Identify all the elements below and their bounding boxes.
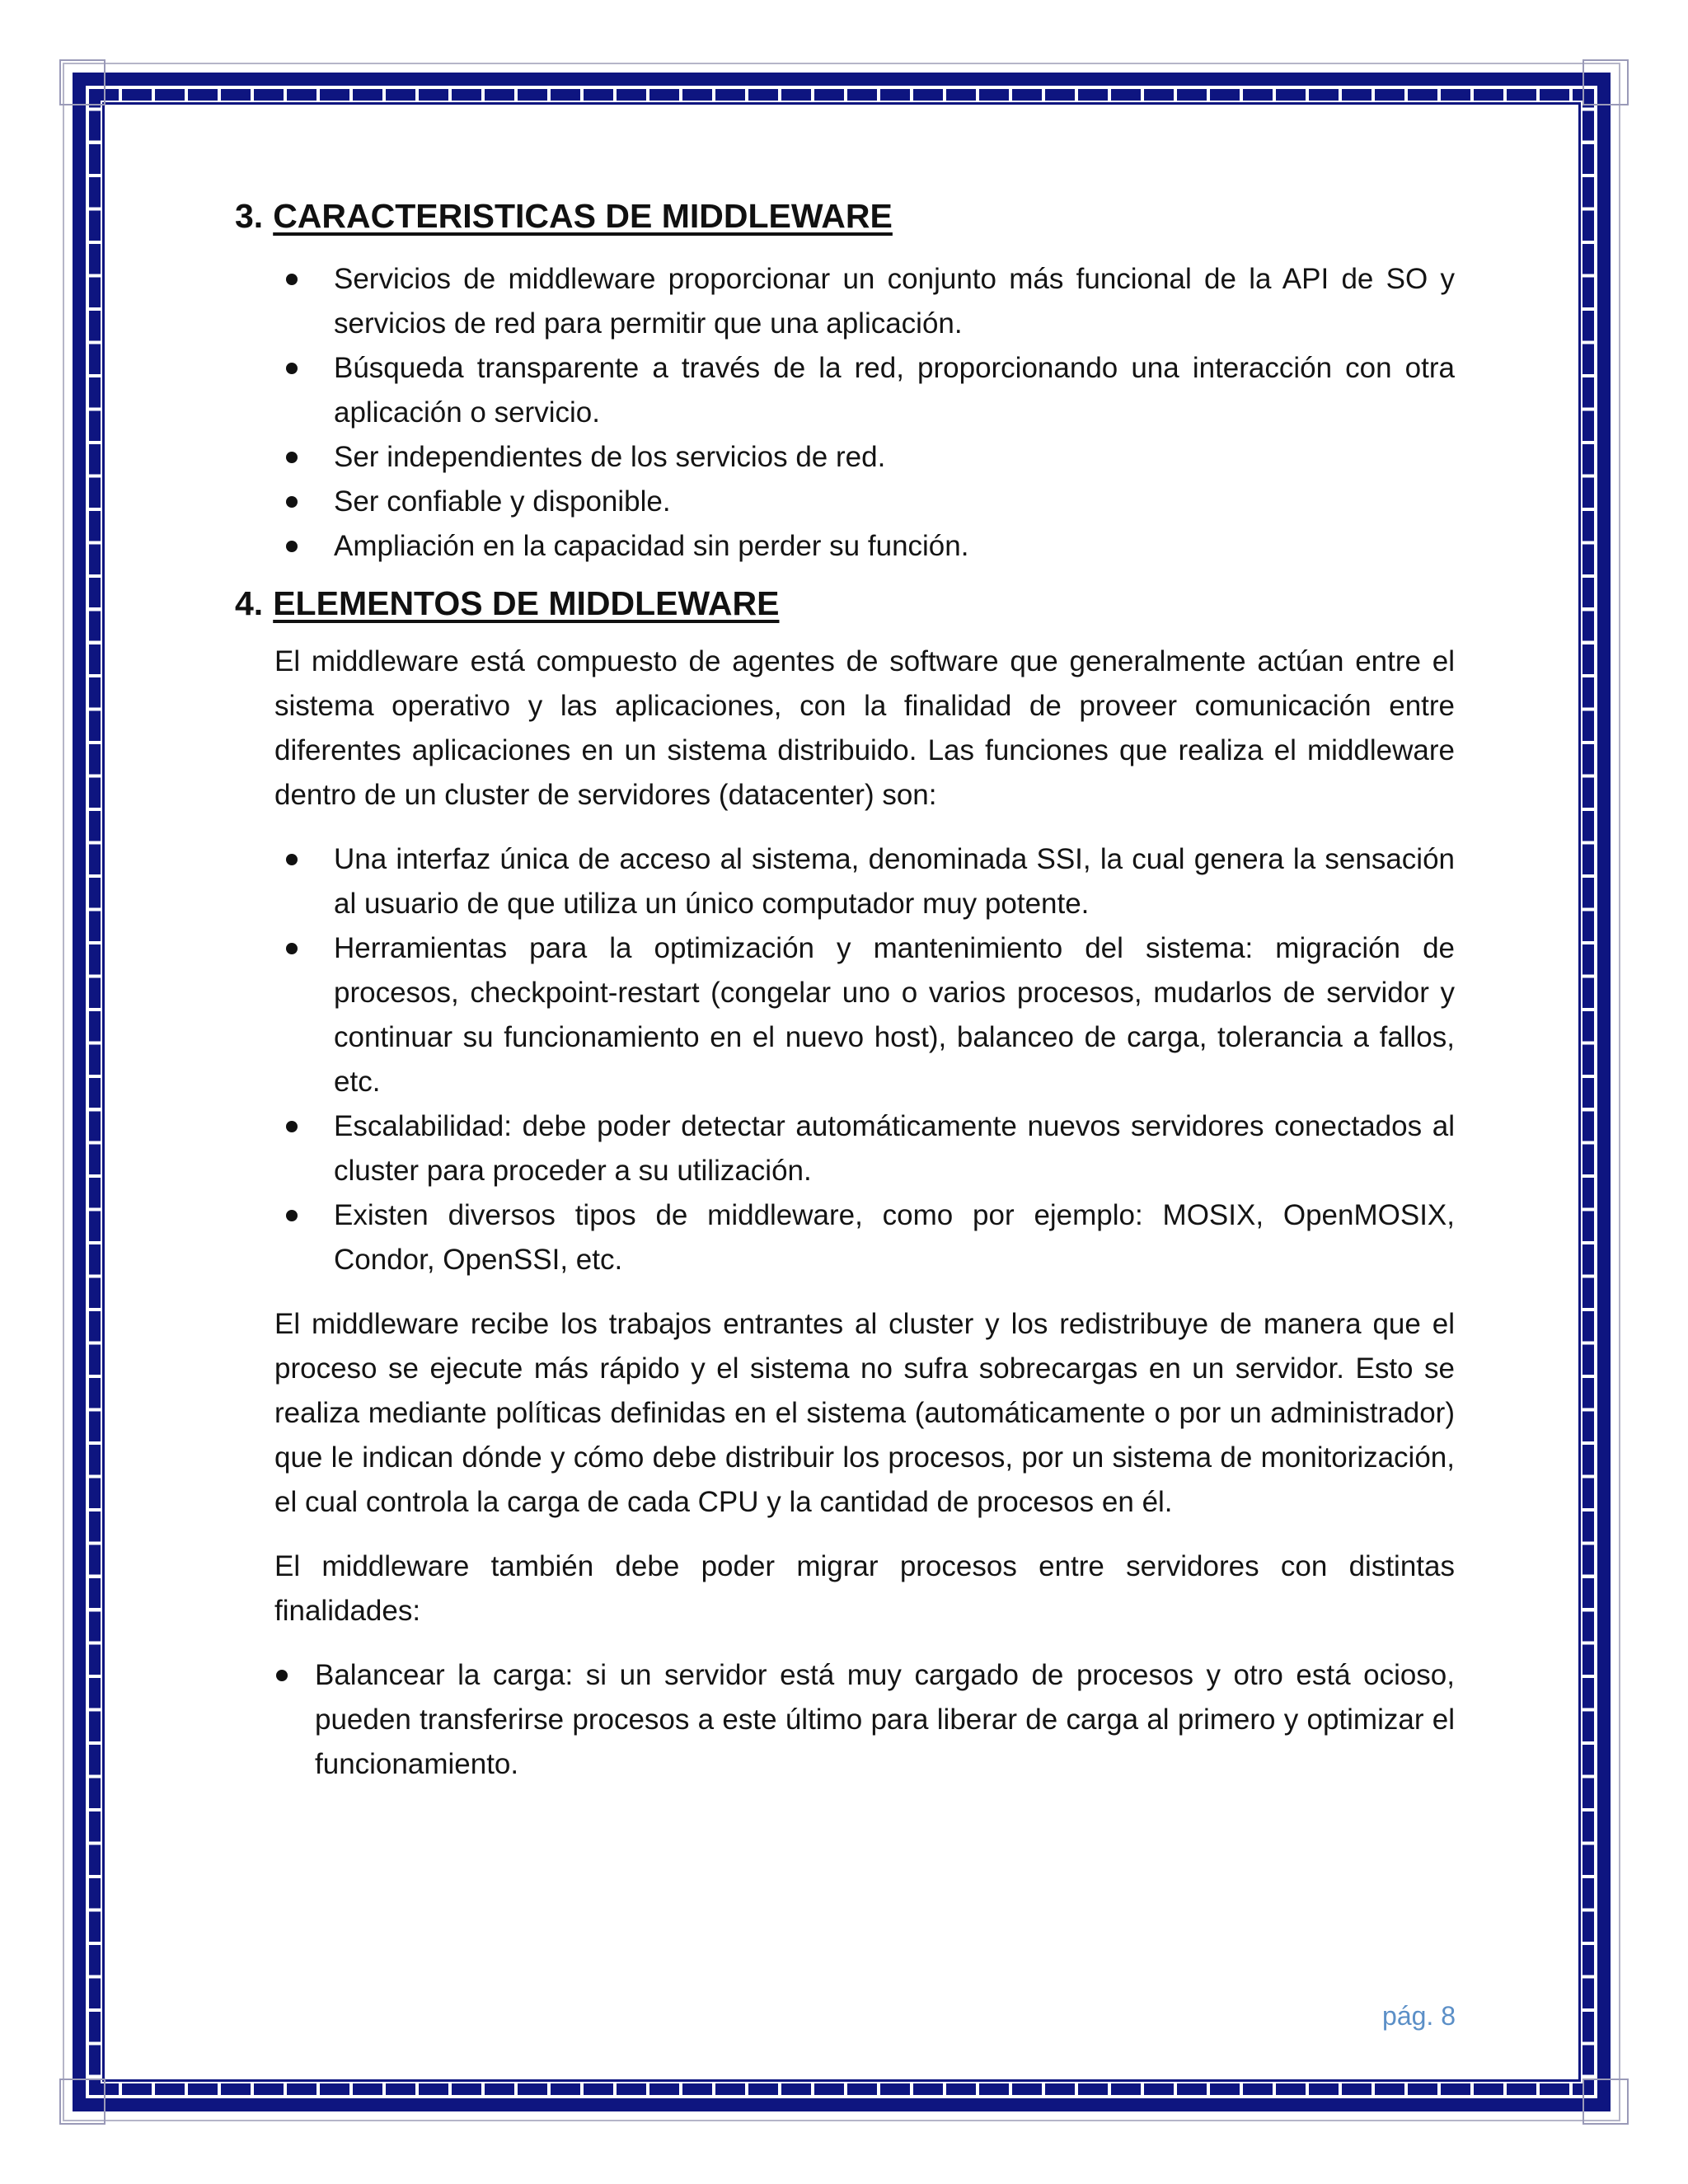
border-corner-ornament [59,59,106,105]
paragraph-intro: El middleware está compuesto de agentes de software que generalmente actúan entre el sistema operativo y las aplicaciones, con la finalidad de proveer comunicación entre diferentes aplicaciones en un sistema distribuido. Las funciones que realiza el middleware dentro de un cluster de servidores (datacenter) son: [274,645,1455,811]
list-item: Ampliación en la capacidad sin perder su función. [235,524,1455,569]
list-item: Servicios de middleware proporcionar un conjunto más funcional de la API de SO y servicios de red para permitir que una aplicación. [235,257,1455,346]
section-heading-elementos [235,579,1455,628]
paragraph-distribucion: El middleware recibe los trabajos entrantes al cluster y los redistribuye de manera que el proceso se ejecute más rápido y el sistema no sufra sobrecargas en un servidor. Esto se realiza mediante políticas definidas en el sistema (automáticamente o por un administrador) que le indican dónde y cómo debe distribuir los procesos, por un sistema de monitorización, el cual controla la carga de cada CPU y la cantidad de procesos en él. [274,1308,1455,1518]
bullet-list-finalidades [235,1653,1455,1787]
border-corner-ornament [59,2079,106,2125]
paragraph-migracion: El middleware también debe poder migrar procesos entre servidores con distintas finalidades: [274,1550,1455,1627]
list-item: Una interfaz única de acceso al sistema, denominada SSI, la cual genera la sensación al usuario de que utiliza un único computador muy potente. [235,837,1455,926]
page-number: pág. 8 [1382,2001,1456,2031]
list-item: Búsqueda transparente a través de la red, proporcionando una interacción con otra aplicación o servicio. [235,346,1455,435]
section-number: 3. [235,197,264,235]
document-body [235,191,1455,1787]
bullet-list-caracteristicas [235,257,1455,569]
list-item: Ser independientes de los servicios de red. [235,435,1455,480]
border-corner-ornament [1582,59,1629,105]
section-heading-caracteristicas [235,191,1455,241]
list-item: Ser confiable y disponible. [235,480,1455,524]
list-item: Escalabilidad: debe poder detectar automáticamente nuevos servidores conectados al cluster para proceder a su utilización. [235,1104,1455,1193]
border-corner-ornament [1582,2079,1629,2125]
list-item: Existen diversos tipos de middleware, como por ejemplo: MOSIX, OpenMOSIX, Condor, OpenSSI, etc. [235,1193,1455,1282]
section-title: ELEMENTOS DE MIDDLEWARE [273,584,780,622]
bullet-list-funciones [235,837,1455,1282]
section-number: 4. [235,584,264,622]
list-item: Balancear la carga: si un servidor está muy cargado de procesos y otro está ocioso, pueden transferirse procesos a este último para liberar de carga al primero y optimizar el funcionamiento. [235,1653,1455,1787]
section-title: CARACTERISTICAS DE MIDDLEWARE [273,197,893,235]
list-item: Herramientas para la optimización y mantenimiento del sistema: migración de procesos, checkpoint-restart (congelar uno o varios procesos, mudarlos de servidor y continuar su funcionamiento en el nuevo host), balanceo de carga, tolerancia a fallos, etc. [235,926,1455,1104]
